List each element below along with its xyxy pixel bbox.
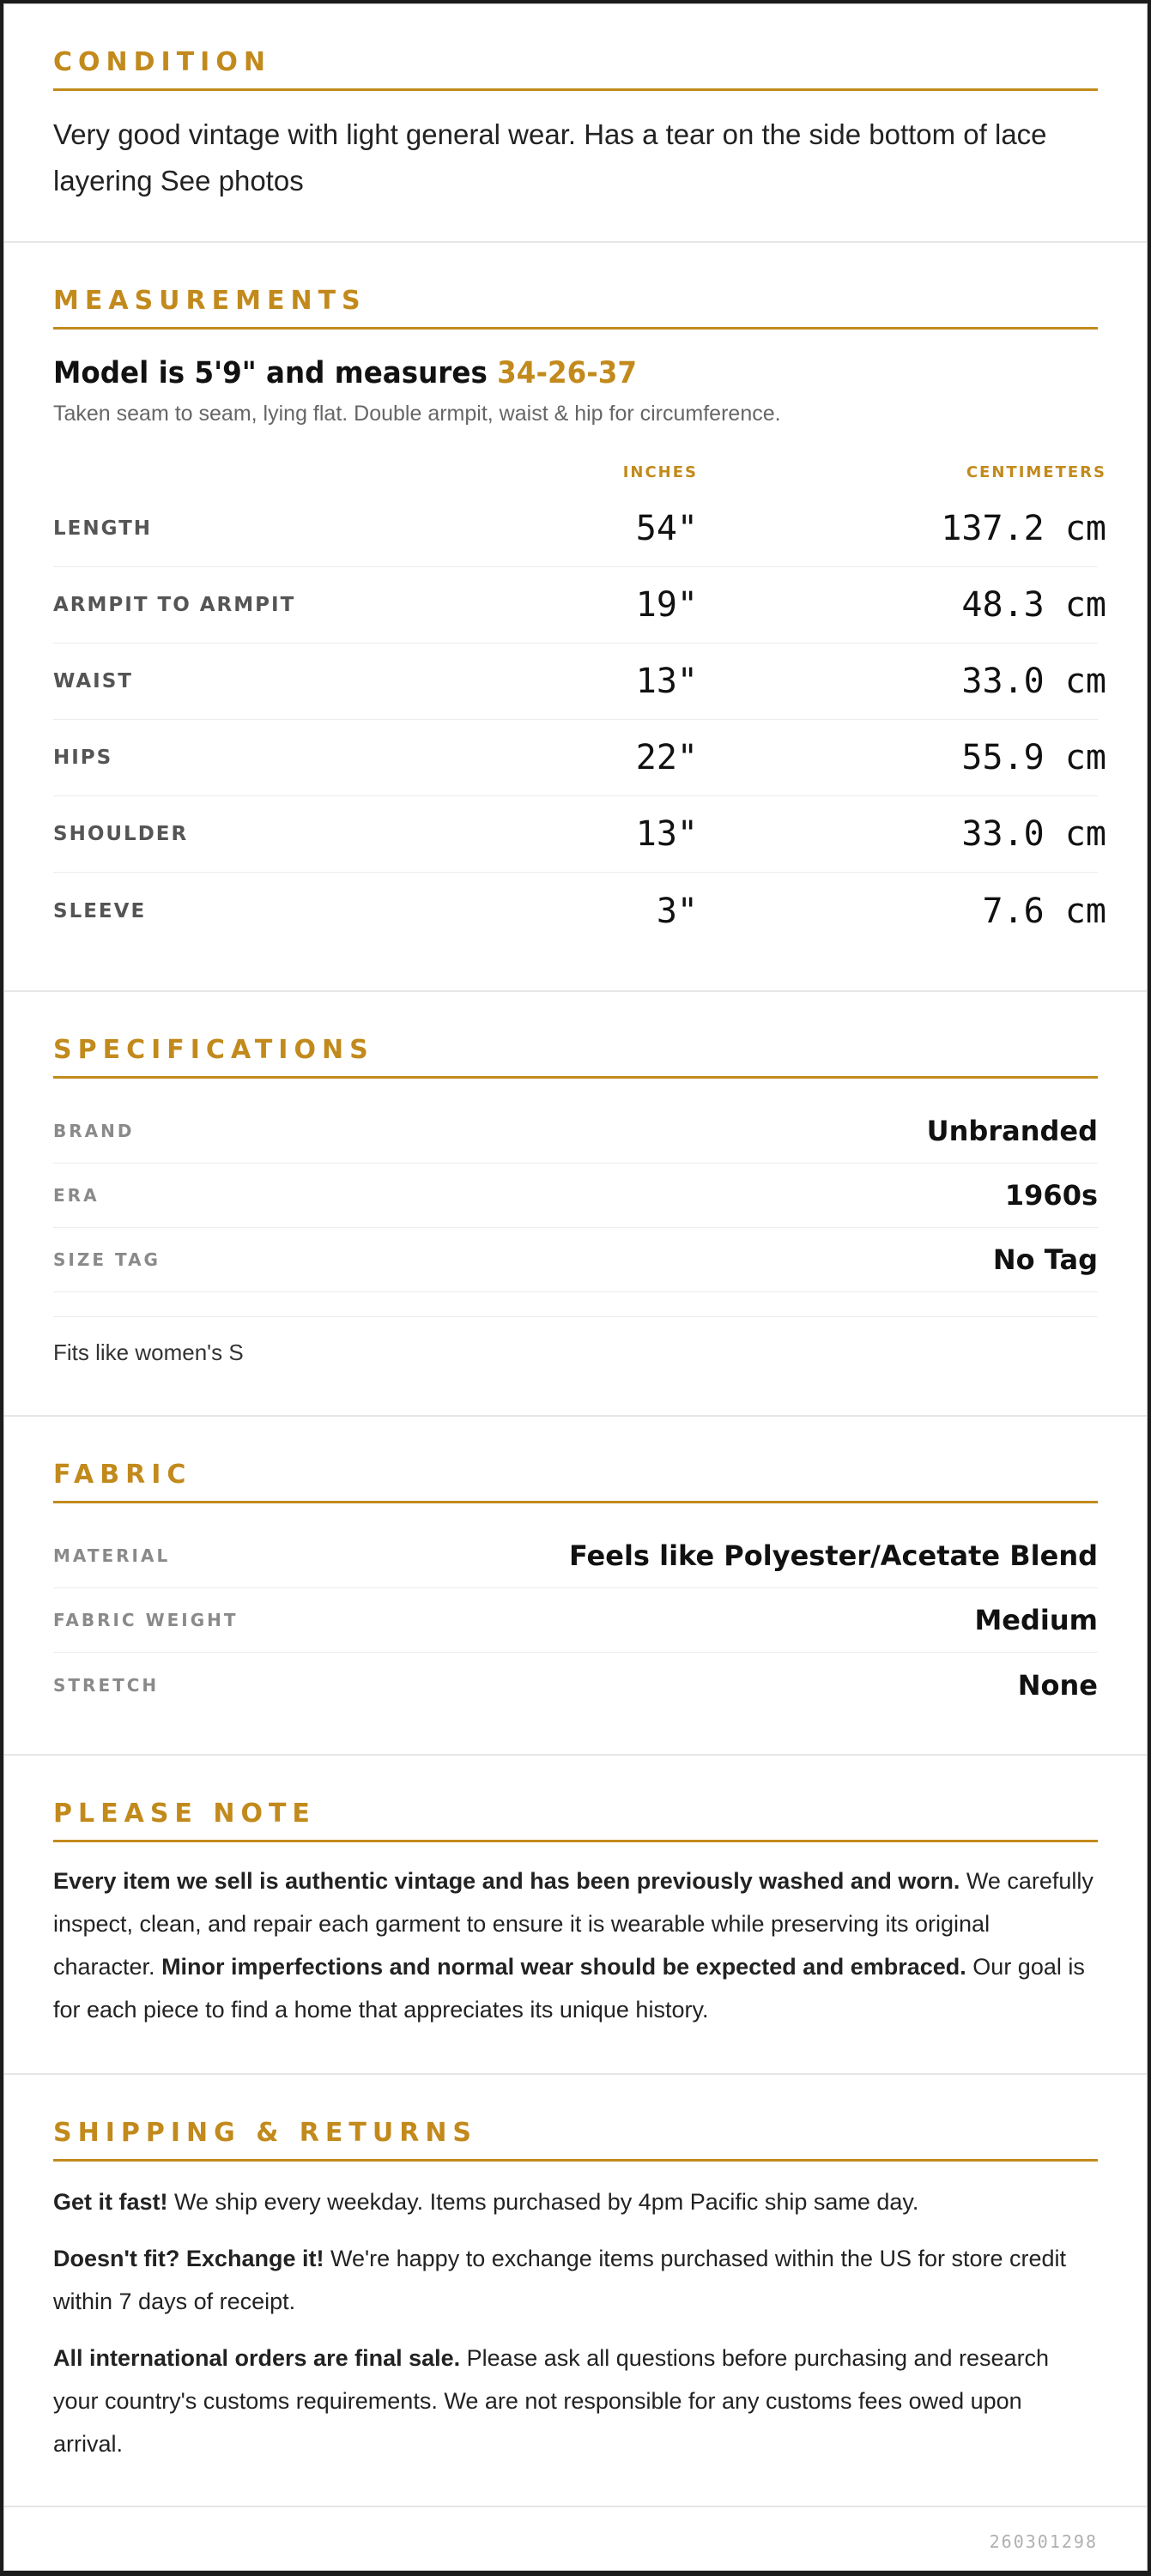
fabric-value: None: [1017, 1668, 1098, 1702]
spec-row-brand: [53, 1099, 1098, 1164]
shipping-paragraph-fast: [53, 2180, 1098, 2223]
footer: [4, 2507, 1147, 2576]
shipping-intl-bold: All international orders are final sale.: [53, 2345, 461, 2371]
measurement-inches: 54": [635, 509, 698, 548]
measurement-cm: 33.0 cm: [961, 814, 1106, 854]
fabric-heading: FABRIC: [53, 1458, 1098, 1503]
fabric-label: STRETCH: [53, 1674, 160, 1696]
condition-text: Very good vintage with light general wear. Has a tear on the side bottom of lace layering See photos: [53, 118, 1047, 197]
measurement-cm: 48.3 cm: [961, 585, 1106, 625]
fabric-row-stretch: [53, 1653, 1098, 1717]
shipping-returns-section: [4, 2075, 1147, 2507]
measurement-inches: 3": [656, 891, 698, 931]
condition-heading: CONDITION: [53, 45, 1098, 91]
shipping-fast-bold: Get it fast!: [53, 2189, 168, 2215]
spec-label: BRAND: [53, 1121, 135, 1141]
measurements-section: [4, 243, 1147, 992]
shipping-exchange-text: We're happy to exchange items purchased within the US for store credit within 7 days of receipt.: [53, 2246, 1067, 2314]
shipping-paragraph-international: [53, 2337, 1098, 2465]
please-note-section: [4, 1756, 1147, 2075]
measurement-row: [53, 796, 1106, 873]
measurement-row: [53, 720, 1106, 796]
spec-label: SIZE TAG: [53, 1249, 161, 1270]
measurement-inches: 13": [635, 814, 698, 854]
fabric-value: Medium: [974, 1604, 1098, 1636]
measurement-inches: 13": [635, 662, 698, 701]
model-measures: 34-26-37: [497, 356, 638, 390]
measurement-row: [53, 873, 1106, 949]
please-note-heading: PLEASE NOTE: [53, 1797, 1098, 1842]
measurement-row: [53, 644, 1106, 720]
spec-row-size-tag: [53, 1228, 1098, 1292]
shipping-heading: SHIPPING & RETURNS: [53, 2116, 1098, 2162]
fabric-row-weight: [53, 1588, 1098, 1653]
note-bold-2: Minor imperfections and normal wear should be expected and embraced.: [161, 1954, 966, 1980]
note-text-1: We carefully inspect, clean, and repair each garment to ensure it is wearable while preserving its original character.: [53, 1868, 1093, 1980]
measurement-label: SLEEVE: [53, 899, 147, 922]
measurement-inches: 22": [635, 738, 698, 777]
product-details-card: [3, 3, 1148, 2571]
shipping-fast-text: We ship every weekday. Items purchased by 4pm Pacific ship same day.: [167, 2189, 919, 2215]
measurements-subtitle: Taken seam to seam, lying flat. Double armpit, waist & hip for circumference.: [53, 402, 781, 426]
spec-label: ERA: [53, 1185, 100, 1206]
specifications-list: [53, 1099, 1098, 1292]
measurement-row: [53, 491, 1106, 567]
measurement-label: SHOULDER: [53, 823, 189, 845]
inches-column-header: INCHES: [622, 463, 698, 481]
model-prefix: Model is 5'9" and measures: [53, 356, 498, 390]
shipping-exchange-bold: Doesn't fit? Exchange it!: [53, 2246, 324, 2271]
measurement-inches: 19": [635, 585, 698, 625]
measurements-table: [53, 491, 1106, 949]
condition-section: [4, 4, 1147, 243]
please-note-text: [53, 1859, 1098, 2031]
fabric-section: [4, 1417, 1147, 1756]
specifications-heading: SPECIFICATIONS: [53, 1033, 1098, 1079]
note-bold-1: Every item we sell is authentic vintage and has been previously washed and worn.: [53, 1868, 960, 1894]
fabric-label: FABRIC WEIGHT: [53, 1610, 239, 1630]
measurement-label: ARMPIT TO ARMPIT: [53, 594, 296, 616]
centimeters-column-header: CENTIMETERS: [966, 463, 1106, 481]
spec-value: Unbranded: [926, 1115, 1098, 1147]
measurement-label: WAIST: [53, 670, 133, 692]
measurement-row: [53, 567, 1106, 644]
spec-value: No Tag: [992, 1243, 1098, 1276]
measurement-label: LENGTH: [53, 517, 153, 540]
measurement-cm: 55.9 cm: [961, 738, 1106, 777]
measurements-heading: MEASUREMENTS: [53, 284, 1098, 330]
spec-value: 1960s: [1004, 1179, 1098, 1212]
fabric-list: [53, 1524, 1098, 1717]
measurements-column-headers: [53, 453, 1106, 491]
specifications-section: [4, 992, 1147, 1417]
shipping-paragraph-exchange: [53, 2237, 1098, 2323]
fabric-row-material: [53, 1524, 1098, 1588]
measurement-cm: 7.6 cm: [982, 891, 1106, 931]
spec-row-era: [53, 1164, 1098, 1228]
measurement-cm: 137.2 cm: [941, 509, 1106, 548]
measurement-label: HIPS: [53, 747, 113, 769]
fabric-label: MATERIAL: [53, 1545, 171, 1566]
sku-number: 260301298: [989, 2531, 1098, 2552]
shipping-intl-text: Please ask all questions before purchasing and research your country's customs requirements. We are not responsible for any customs fees owed upon arrival.: [53, 2345, 1050, 2457]
fabric-value: Feels like Polyester/Acetate Blend: [568, 1539, 1098, 1572]
fit-note: Fits like women's S: [53, 1316, 1098, 1366]
measurement-cm: 33.0 cm: [961, 662, 1106, 701]
model-measurements-line: [53, 354, 1025, 393]
note-text-2: Our goal is for each piece to find a home that appreciates its unique history.: [53, 1954, 1085, 2023]
